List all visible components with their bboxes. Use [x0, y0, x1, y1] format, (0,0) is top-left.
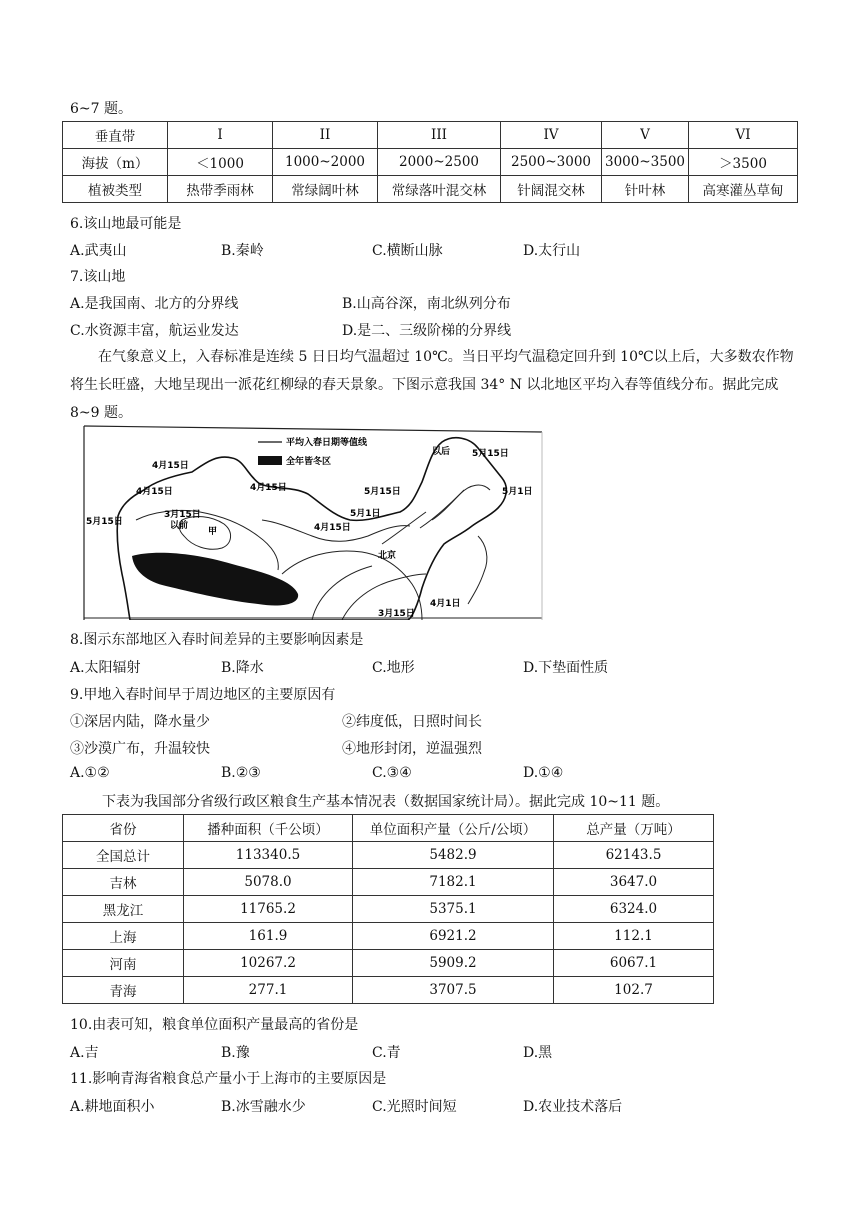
vegetation-table: [62, 121, 798, 203]
q6-option-d: D.太行山: [523, 243, 581, 259]
question-8-stem: 8.图示东部地区入春时间差异的主要影响因素是: [70, 632, 364, 648]
question-11-stem: 11.影响青海省粮食总产量小于上海市的主要原因是: [70, 1071, 387, 1087]
intro-paragraph-8-9: 在气象意义上，入春标准是连续 5 日日均气温超过 10℃。当日平均气温稳定回升到 10℃以上后，大多数农作物将生长旺盛，大地呈现出一派花红柳绿的春天景象。下图示意我国 34° N 以北地区平均入春等值线分布。据此完成 8~9 题。: [70, 349, 794, 421]
map-label: 5月1日: [350, 509, 381, 519]
map-label: 4月1日: [430, 599, 461, 609]
intro-paragraph-10-11: 下表为我国部分省级行政区粮食生产基本情况表（数据国家统计局）。据此完成 10~11 题。: [102, 794, 670, 810]
map-label: 4月15日: [152, 461, 189, 471]
q9-item-2: ②纬度低，日照时间长: [342, 714, 482, 730]
table-cell: ＜1000: [168, 149, 273, 176]
table-cell: II: [273, 122, 378, 149]
q9-option-d: D.①④: [523, 765, 564, 781]
map-label: 5月1日: [502, 487, 533, 497]
table-header-cell: 单位面积产量（公斤/公顷）: [353, 815, 554, 842]
table-cell: 102.7: [554, 977, 714, 1004]
q10-option-c: C.青: [372, 1045, 401, 1061]
map-label: 北京: [378, 551, 397, 561]
table-row: [63, 869, 714, 896]
table-cell: VI: [689, 122, 798, 149]
q7-option-b: B.山高谷深，南北纵列分布: [342, 296, 511, 312]
q9-option-b: B.②③: [221, 765, 261, 781]
q9-item-3: ③沙漠广布，升温较快: [70, 741, 210, 757]
q6-option-b: B.秦岭: [221, 243, 264, 259]
map-label: 以后: [432, 447, 451, 457]
question-6-stem: 6.该山地最可能是: [70, 216, 182, 232]
section-header: 6~7 题。: [70, 101, 132, 117]
map-label: 5月15日: [86, 517, 123, 527]
legend-fill-symbol: [258, 456, 282, 465]
q10-option-a: A.吉: [70, 1045, 99, 1061]
map-label: 4月15日: [250, 483, 287, 493]
table-cell: 1000~2000: [273, 149, 378, 176]
table-row: [63, 149, 798, 176]
table-cell: 全国总计: [63, 842, 184, 869]
table-cell: 6921.2: [353, 923, 554, 950]
q6-option-a: A.武夷山: [70, 243, 127, 259]
table-cell: I: [168, 122, 273, 149]
table-cell: 吉林: [63, 869, 184, 896]
table-cell: 11765.2: [184, 896, 353, 923]
spring-onset-map: [82, 424, 544, 620]
q11-option-b: B.冰雪融水少: [221, 1099, 306, 1115]
legend-line-label: 平均入春日期等值线: [286, 438, 368, 448]
table-cell: 3000~3500: [602, 149, 689, 176]
q7-option-c: C.水资源丰富，航运业发达: [70, 323, 239, 339]
table-cell: 常绿落叶混交林: [378, 176, 501, 203]
table-header-cell: 总产量（万吨）: [554, 815, 714, 842]
q8-option-a: A.太阳辐射: [70, 660, 141, 676]
table-cell: 2500~3000: [501, 149, 602, 176]
q7-option-a: A.是我国南、北方的分界线: [70, 296, 239, 312]
q7-option-d: D.是二、三级阶梯的分界线: [342, 323, 512, 339]
table-row: [63, 842, 714, 869]
q10-option-b: B.豫: [221, 1045, 250, 1061]
table-cell: IV: [501, 122, 602, 149]
table-cell: 3707.5: [353, 977, 554, 1004]
map-label: 4月15日: [314, 523, 351, 533]
table-cell: 河南: [63, 950, 184, 977]
table-cell: 黑龙江: [63, 896, 184, 923]
table-row: [63, 176, 798, 203]
table-cell: 高寒灌丛草甸: [689, 176, 798, 203]
q9-item-4: ④地形封闭，逆温强烈: [342, 741, 482, 757]
table-cell: 2000~2500: [378, 149, 501, 176]
q11-option-c: C.光照时间短: [372, 1099, 457, 1115]
table-cell: 5909.2: [353, 950, 554, 977]
table-cell: 针阔混交林: [501, 176, 602, 203]
table-cell: 62143.5: [554, 842, 714, 869]
table-header-cell: 省份: [63, 815, 184, 842]
table-cell: 垂直带: [63, 122, 168, 149]
q8-option-d: D.下垫面性质: [523, 660, 609, 676]
question-9-stem: 9.甲地入春时间早于周边地区的主要原因有: [70, 687, 336, 703]
table-cell: 上海: [63, 923, 184, 950]
table-cell: 6324.0: [554, 896, 714, 923]
table-cell: 3647.0: [554, 869, 714, 896]
table-cell: 277.1: [184, 977, 353, 1004]
question-7-stem: 7.该山地: [70, 269, 126, 285]
table-cell: V: [602, 122, 689, 149]
table-cell: 7182.1: [353, 869, 554, 896]
q10-option-d: D.黑: [523, 1045, 553, 1061]
map-label: 4月15日: [136, 487, 173, 497]
table-cell: ＞3500: [689, 149, 798, 176]
table-header-row: [63, 815, 714, 842]
table-cell: 植被类型: [63, 176, 168, 203]
grain-production-table: [62, 814, 714, 1004]
map-label: 5月15日: [364, 487, 401, 497]
map-label: 甲: [208, 527, 218, 537]
table-row: [63, 122, 798, 149]
table-cell: III: [378, 122, 501, 149]
table-cell: 6067.1: [554, 950, 714, 977]
legend-fill-label: 全年皆冬区: [286, 457, 332, 467]
table-cell: 5482.9: [353, 842, 554, 869]
table-cell: 海拔（m）: [63, 149, 168, 176]
map-label: 以前: [170, 521, 189, 531]
table-cell: 5375.1: [353, 896, 554, 923]
table-cell: 112.1: [554, 923, 714, 950]
table-cell: 10267.2: [184, 950, 353, 977]
table-row: [63, 950, 714, 977]
q9-option-a: A.①②: [70, 765, 110, 781]
table-cell: 青海: [63, 977, 184, 1004]
table-cell: 针叶林: [602, 176, 689, 203]
table-row: [63, 977, 714, 1004]
table-cell: 热带季雨林: [168, 176, 273, 203]
map-label: 3月15日: [164, 510, 201, 520]
q8-option-b: B.降水: [221, 660, 264, 676]
q11-option-d: D.农业技术落后: [523, 1099, 623, 1115]
map-label: 5月15日: [472, 449, 509, 459]
table-header-cell: 播种面积（千公顷）: [184, 815, 353, 842]
table-row: [63, 896, 714, 923]
question-10-stem: 10.由表可知，粮食单位面积产量最高的省份是: [70, 1017, 359, 1033]
q9-option-c: C.③④: [372, 765, 412, 781]
q11-option-a: A.耕地面积小: [70, 1099, 155, 1115]
table-cell: 常绿阔叶林: [273, 176, 378, 203]
q9-item-1: ①深居内陆，降水量少: [70, 714, 210, 730]
q8-option-c: C.地形: [372, 660, 415, 676]
q6-option-c: C.横断山脉: [372, 243, 443, 259]
table-row: [63, 923, 714, 950]
table-cell: 5078.0: [184, 869, 353, 896]
table-cell: 161.9: [184, 923, 353, 950]
map-label: 3月15日: [378, 609, 415, 619]
table-cell: 113340.5: [184, 842, 353, 869]
